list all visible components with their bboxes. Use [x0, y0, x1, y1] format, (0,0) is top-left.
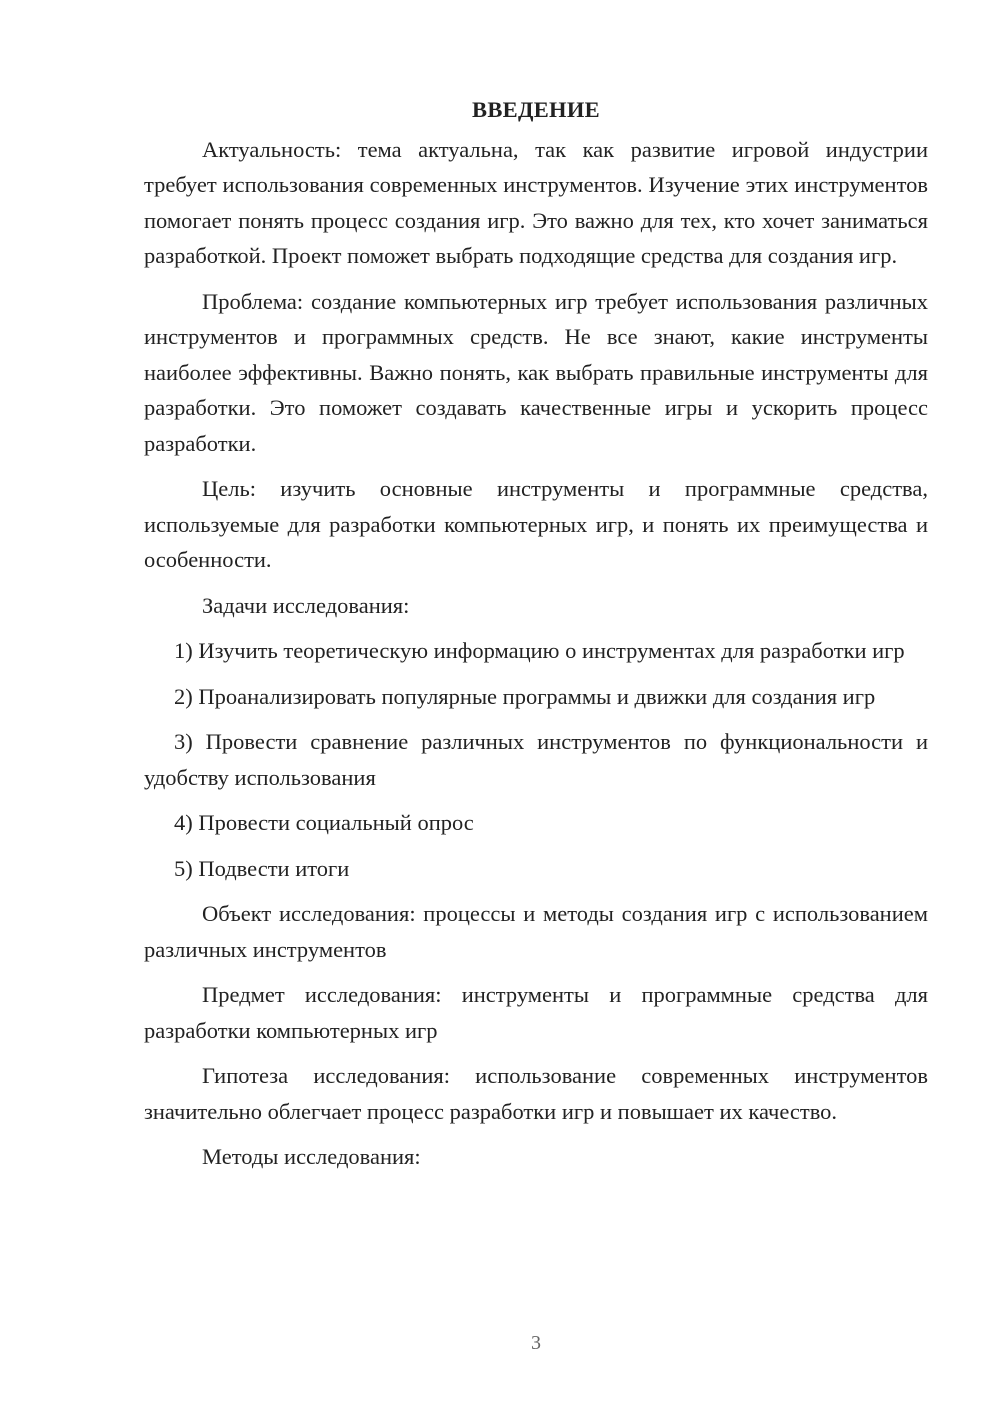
- section-heading: ВВЕДЕНИЕ: [472, 97, 600, 122]
- object-paragraph: Объект исследования: процессы и методы создания игр с использованием различных инструментов: [144, 901, 928, 962]
- methods-title: Методы исследования:: [202, 1144, 421, 1169]
- task-item: 4) Провести социальный опрос: [174, 810, 474, 835]
- page-number: 3: [531, 1332, 541, 1354]
- relevance-paragraph: Актуальность: тема актуальна, так как развитие игровой индустрии требует использования современных инструментов. Изучение этих инструментов помогает понять процесс создания игр. Это важно для тех, кто хочет заниматься разработкой. Проект поможет выбрать подходящие средства для создания игр.: [144, 136, 928, 268]
- page-content: [144, 92, 928, 1185]
- goal-paragraph: Цель: изучить основные инструменты и программные средства, используемые для разработки компьютерных игр, и понять их преимущества и особенности.: [144, 476, 928, 572]
- task-item: 1) Изучить теоретическую информацию о инструментах для разработки игр: [174, 638, 905, 663]
- task-item: 3) Провести сравнение различных инструментов по функциональности и удобству использования: [144, 729, 928, 790]
- subject-paragraph: Предмет исследования: инструменты и программные средства для разработки компьютерных игр: [144, 982, 928, 1043]
- hypothesis-paragraph: Гипотеза исследования: использование современных инструментов значительно облегчает процесс разработки игр и повышает их качество.: [144, 1063, 928, 1124]
- problem-paragraph: Проблема: создание компьютерных игр требует использования различных инструментов и программных средств. Не все знают, какие инструменты наиболее эффективны. Важно понять, как выбрать правильные инструменты для разработки. Это поможет создавать качественные игры и ускорить процесс разработки.: [144, 288, 928, 456]
- tasks-title: Задачи исследования:: [202, 592, 410, 618]
- task-item: 2) Проанализировать популярные программы и движки для создания игр: [174, 683, 876, 709]
- task-item: 5) Подвести итоги: [174, 855, 350, 881]
